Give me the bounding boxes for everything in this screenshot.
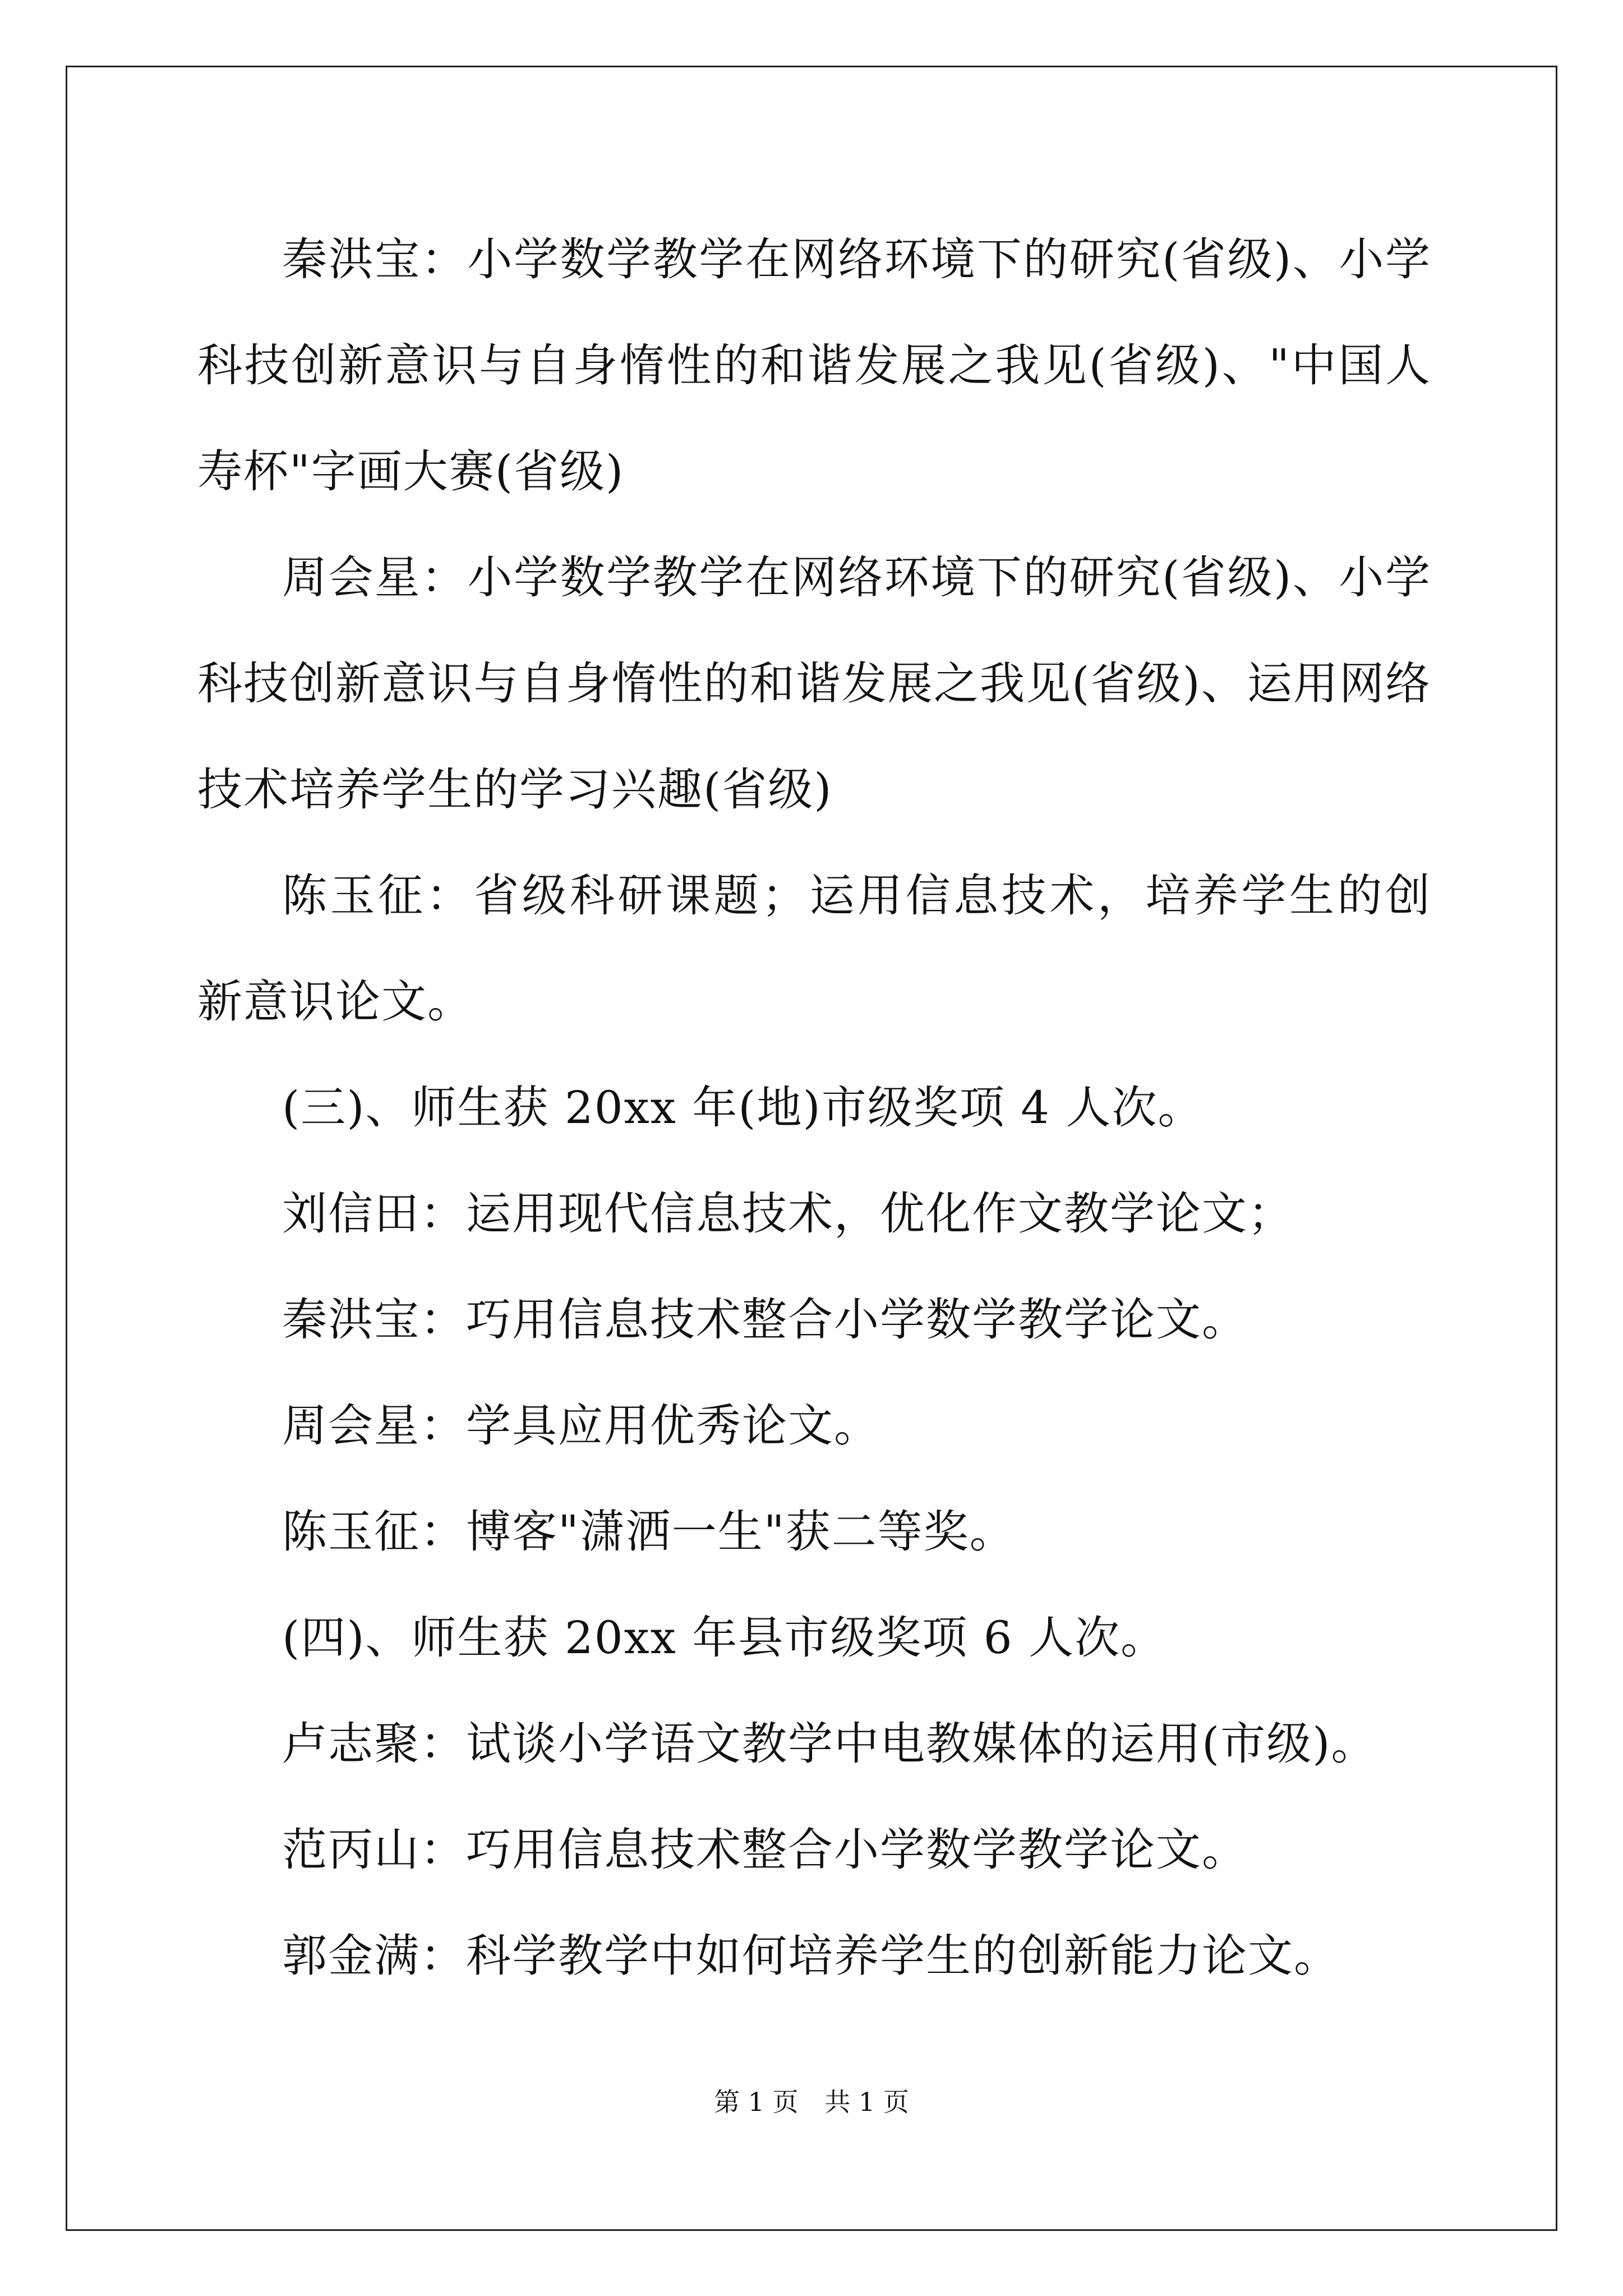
paragraph: 范丙山：巧用信息技术整合小学数学教学论文。 bbox=[282, 1824, 1248, 1876]
paragraph: 陈玉征：博客"潇洒一生"获二等奖。 bbox=[282, 1506, 1016, 1558]
paragraph: 郭金满：科学教学中如何培养学生的创新能力论文。 bbox=[282, 1930, 1340, 1982]
paragraph: 周会星：学具应用优秀论文。 bbox=[282, 1400, 880, 1452]
paragraph: 周会星：小学数学教学在网络环境下的研究(省级)、小学科技创新意识与自身惰性的和谐发展之我见(省级)、运用网络技术培养学生的学习兴趣(省级) bbox=[197, 551, 1431, 816]
page-total: 共 1 页 bbox=[824, 2087, 909, 2117]
paragraph: 秦洪宝：巧用信息技术整合小学数学教学论文。 bbox=[282, 1294, 1248, 1346]
paragraph: 卢志聚：试谈小学语文教学中电教媒体的运用(市级)。 bbox=[282, 1718, 1377, 1770]
document-body bbox=[197, 206, 1431, 2009]
section-heading: (三)、师生获 20xx 年(地)市级奖项 4 人次。 bbox=[282, 1082, 1204, 1134]
page-footer bbox=[0, 2085, 1623, 2119]
page-number: 第 1 页 bbox=[714, 2087, 799, 2117]
paragraph: 陈玉征：省级科研课题；运用信息技术，培养学生的创新意识论文。 bbox=[197, 869, 1431, 1028]
paragraph: 秦洪宝：小学数学教学在网络环境下的研究(省级)、小学科技创新意识与自身惰性的和谐发展之我见(省级)、"中国人寿杯"字画大赛(省级) bbox=[197, 233, 1431, 498]
section-heading: (四)、师生获 20xx 年县市级奖项 6 人次。 bbox=[282, 1612, 1167, 1664]
paragraph: 刘信田：运用现代信息技术，优化作文教学论文； bbox=[282, 1188, 1294, 1240]
